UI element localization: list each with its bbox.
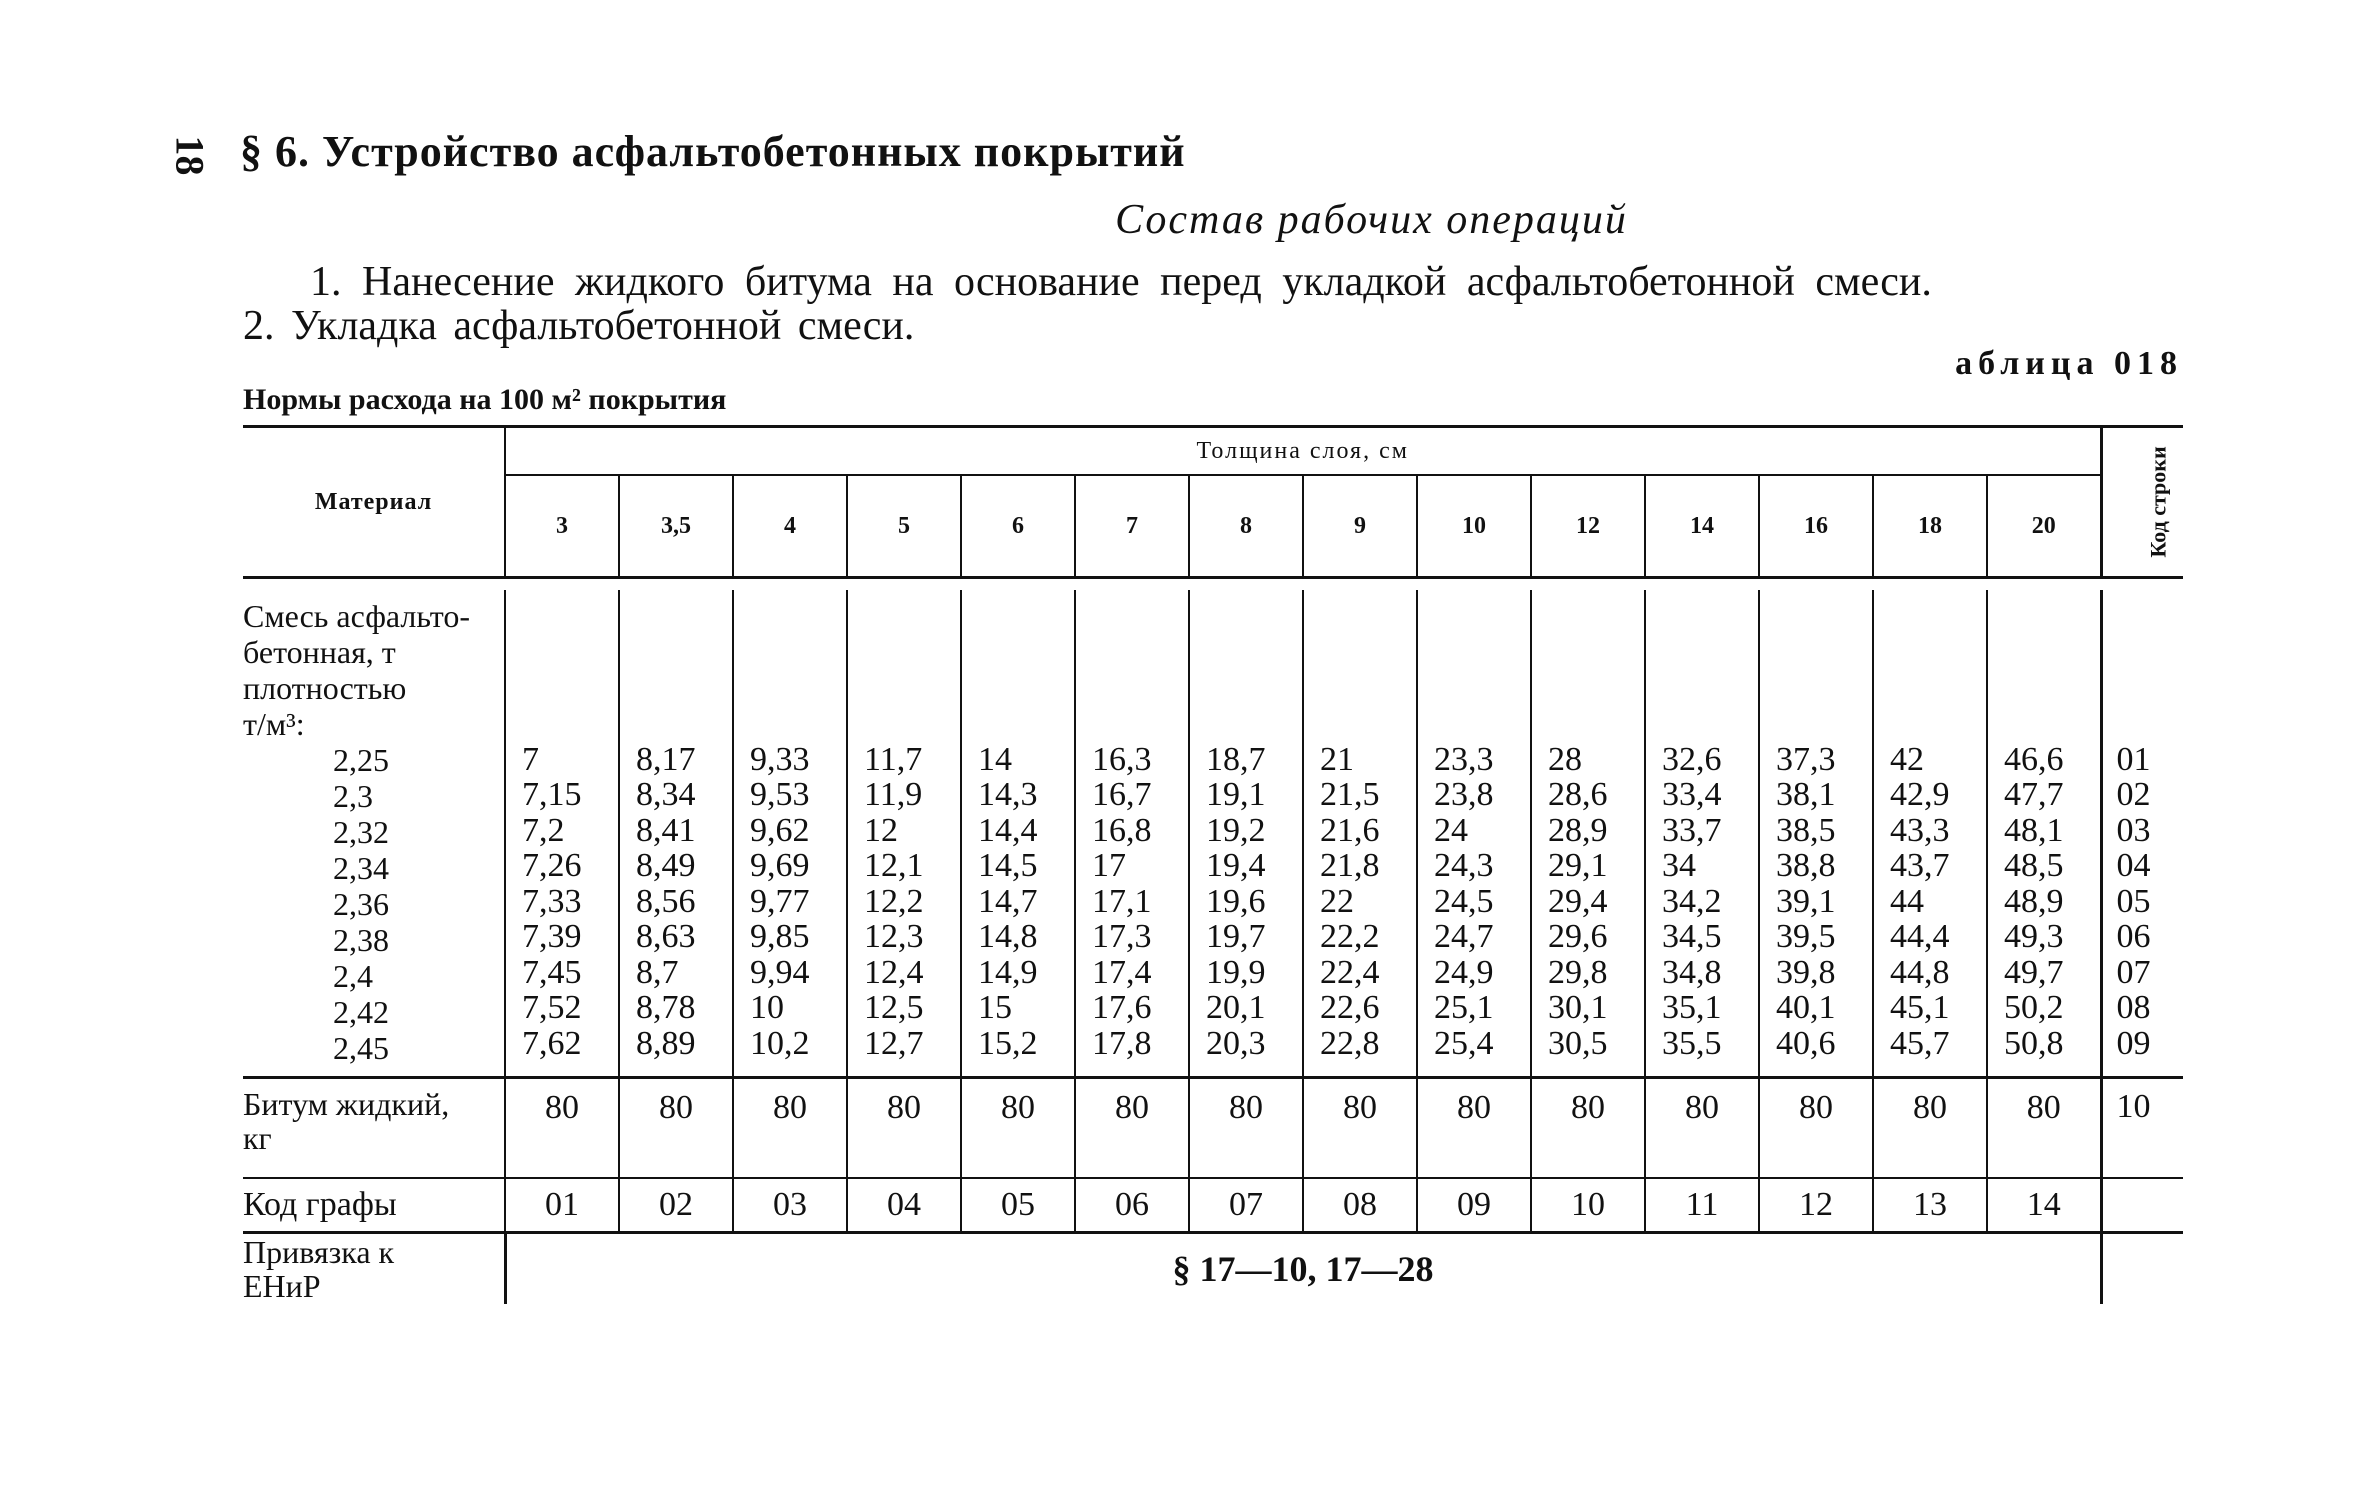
mix-value: 8,56: [636, 882, 696, 920]
mix-value: 21,6: [1320, 811, 1380, 849]
mix-value: 9,85: [750, 918, 810, 955]
mix-value: 18,7: [1206, 740, 1266, 778]
row-code-header-label: Код строки: [2145, 446, 2171, 558]
thickness-column-header: 18: [1873, 475, 1987, 578]
mix-value: 7,52: [522, 989, 582, 1026]
thickness-column-header: 3,5: [619, 475, 733, 578]
mix-value: 12,4: [864, 953, 924, 991]
mix-value: 47,7: [2004, 776, 2064, 813]
mix-value: 28: [1548, 740, 1582, 778]
bitumen-value: 80: [1417, 1077, 1531, 1178]
mix-label-line: плотностью: [243, 669, 407, 706]
mix-value: 16,7: [1092, 776, 1152, 813]
mix-value: 8,17: [636, 740, 696, 778]
column-code-label: Код графы: [243, 1178, 505, 1233]
mix-column-spacer: [1434, 590, 1530, 742]
thickness-column-header: 5: [847, 475, 961, 578]
mix-value: 24: [1434, 811, 1468, 849]
density-value: 2,4: [333, 957, 373, 994]
mix-value: 20,1: [1206, 989, 1266, 1026]
bitumen-value: 80: [619, 1077, 733, 1178]
mix-value: 9,69: [750, 847, 810, 884]
mix-value: 14,4: [978, 811, 1038, 849]
mix-value: 8,7: [636, 953, 679, 991]
row-code: 05: [2116, 882, 2151, 920]
mix-value: 23,3: [1434, 740, 1494, 778]
column-code: 11: [1645, 1178, 1759, 1233]
mix-value: 19,1: [1206, 776, 1266, 813]
column-code: 01: [505, 1178, 619, 1233]
mix-value: 19,2: [1206, 811, 1266, 849]
mix-value: 49,3: [2004, 918, 2064, 955]
mix-value: 14,3: [978, 776, 1038, 813]
mix-value: 8,41: [636, 811, 696, 849]
mix-column-spacer: [1320, 590, 1416, 742]
operation-item-2: 2. Укладка асфальтобетонной смеси.: [243, 303, 915, 349]
mix-value-column: [1417, 590, 1531, 1078]
mix-value: 7,39: [522, 918, 582, 955]
mix-value: 44,8: [1890, 953, 1950, 991]
bitumen-value: 80: [1189, 1077, 1303, 1178]
section-title: § 6. Устройство асфальтобетонных покрытий: [240, 127, 1186, 176]
thickness-column-header: 14: [1645, 475, 1759, 578]
mix-value: 34: [1662, 847, 1696, 884]
mix-value: 25,4: [1434, 1024, 1494, 1062]
mix-value: 24,3: [1434, 847, 1494, 884]
column-code-end-cell: [2101, 1178, 2183, 1233]
norms-table: [243, 425, 2183, 1304]
row-code: 06: [2116, 918, 2151, 955]
mix-value-column: [1303, 590, 1417, 1078]
mix-value: 7,33: [522, 882, 582, 920]
binding-label: [243, 1232, 505, 1304]
mix-value-column: [1759, 590, 1873, 1078]
mix-value: 39,1: [1776, 882, 1836, 920]
mix-value: 15: [978, 989, 1012, 1026]
mix-column-spacer: [1548, 590, 1644, 742]
mix-value: 40,6: [1776, 1024, 1836, 1062]
bitumen-value: 80: [505, 1077, 619, 1178]
thickness-header: Толщина слоя, см: [505, 427, 2101, 476]
mix-value: 48,5: [2004, 847, 2064, 884]
row-code: 04: [2116, 847, 2151, 884]
mix-value: 9,33: [750, 740, 810, 778]
mix-label-line: Смесь асфальто-: [243, 597, 470, 634]
mix-value: 17,6: [1092, 989, 1152, 1026]
mix-value: 37,3: [1776, 740, 1836, 778]
mix-value: 28,6: [1548, 776, 1608, 813]
mix-column-spacer: [1092, 590, 1188, 742]
mix-value: 30,1: [1548, 989, 1608, 1026]
mix-value: 43,3: [1890, 811, 1950, 849]
operations-title: Состав рабочих операций: [1115, 197, 1628, 243]
mix-value: 7,2: [522, 811, 565, 849]
bitumen-label-line: кг: [243, 1119, 272, 1156]
mix-value: 19,9: [1206, 953, 1266, 991]
bitumen-value: 80: [1531, 1077, 1645, 1178]
mix-column-spacer: [864, 590, 960, 742]
mix-value: 45,7: [1890, 1024, 1950, 1062]
mix-label-cell: [243, 590, 505, 1078]
bitumen-label-line: Битум жидкий,: [243, 1085, 450, 1122]
mix-value: 17,3: [1092, 918, 1152, 955]
mix-value: 7,15: [522, 776, 582, 813]
mix-value: 8,63: [636, 918, 696, 955]
mix-value: 9,77: [750, 882, 810, 920]
mix-value-column: [1075, 590, 1189, 1078]
mix-value: 22,2: [1320, 918, 1380, 955]
row-code: 03: [2116, 811, 2151, 849]
thickness-column-header: 9: [1303, 475, 1417, 578]
mix-value: 24,9: [1434, 953, 1494, 991]
density-value: 2,3: [333, 777, 373, 814]
mix-value: 19,7: [1206, 918, 1266, 955]
mix-value: 30,5: [1548, 1024, 1608, 1062]
mix-value: 17,1: [1092, 882, 1152, 920]
bitumen-value: 80: [733, 1077, 847, 1178]
mix-value: 7,62: [522, 1024, 582, 1062]
mix-value: 44: [1890, 882, 1924, 920]
mix-value: 22,8: [1320, 1024, 1380, 1062]
mix-value: 14: [978, 740, 1012, 778]
mix-value: 35,5: [1662, 1024, 1722, 1062]
mix-value: 10,2: [750, 1024, 810, 1062]
row-code-spacer: [2117, 590, 2184, 742]
mix-value: 39,5: [1776, 918, 1836, 955]
mix-value: 49,7: [2004, 953, 2064, 991]
mix-value: 38,1: [1776, 776, 1836, 813]
mix-value: 24,7: [1434, 918, 1494, 955]
mix-value: 34,2: [1662, 882, 1722, 920]
row-code: 01: [2116, 740, 2151, 778]
mix-value: 15,2: [978, 1024, 1038, 1062]
column-code: 07: [1189, 1178, 1303, 1233]
mix-value: 42: [1890, 740, 1924, 778]
mix-value: 7: [522, 740, 539, 778]
mix-value: 21: [1320, 740, 1354, 778]
column-code: 02: [619, 1178, 733, 1233]
mix-value: 22,4: [1320, 953, 1380, 991]
mix-value: 25,1: [1434, 989, 1494, 1026]
binding-reference: § 17—10, 17—28: [505, 1232, 2101, 1304]
mix-value: 42,9: [1890, 776, 1950, 813]
mix-label-line: бетонная, т: [243, 633, 396, 670]
mix-value-column: [1873, 590, 1987, 1078]
mix-value: 28,9: [1548, 811, 1608, 849]
mix-value: 29,8: [1548, 953, 1608, 991]
mix-column-spacer: [1776, 590, 1872, 742]
thickness-column-header: 8: [1189, 475, 1303, 578]
mix-value: 33,4: [1662, 776, 1722, 813]
mix-value: 48,9: [2004, 882, 2064, 920]
mix-value: 29,6: [1548, 918, 1608, 955]
mix-value-column: [1987, 590, 2101, 1078]
column-code: 14: [1987, 1178, 2101, 1233]
bitumen-value: 80: [847, 1077, 961, 1178]
mix-column-spacer: [750, 590, 846, 742]
mix-column-spacer: [636, 590, 732, 742]
row-code: 09: [2116, 1024, 2151, 1062]
row-code: 02: [2116, 776, 2151, 813]
thickness-column-header: 3: [505, 475, 619, 578]
mix-value-column: [505, 590, 619, 1078]
mix-column-spacer: [1890, 590, 1986, 742]
bitumen-value: 80: [1645, 1077, 1759, 1178]
mix-value: 45,1: [1890, 989, 1950, 1026]
mix-value-column: [1189, 590, 1303, 1078]
mix-value-column: [733, 590, 847, 1078]
mix-value: 34,5: [1662, 918, 1722, 955]
mix-value: 33,7: [1662, 811, 1722, 849]
mix-value: 12,2: [864, 882, 924, 920]
mix-value: 39,8: [1776, 953, 1836, 991]
mix-value: 21,5: [1320, 776, 1380, 813]
density-value: 2,36: [333, 885, 389, 922]
row-code: 07: [2116, 953, 2151, 991]
mix-value: 48,1: [2004, 811, 2064, 849]
density-value: 2,38: [333, 921, 389, 958]
mix-value-column: [961, 590, 1075, 1078]
mix-value: 50,8: [2004, 1024, 2064, 1062]
column-code: 12: [1759, 1178, 1873, 1233]
mix-value: 14,7: [978, 882, 1038, 920]
mix-value: 9,53: [750, 776, 810, 813]
mix-value: 22,6: [1320, 989, 1380, 1026]
mix-value: 46,6: [2004, 740, 2064, 778]
density-value: 2,45: [333, 1029, 389, 1066]
mix-value: 11,7: [864, 740, 923, 778]
mix-value: 8,78: [636, 989, 696, 1026]
bitumen-row-code: 10: [2101, 1077, 2183, 1178]
column-code: 03: [733, 1178, 847, 1233]
column-code: 13: [1873, 1178, 1987, 1233]
norms-caption: Нормы расхода на 100 м² покрытия: [243, 383, 727, 416]
column-code: 08: [1303, 1178, 1417, 1233]
mix-value-column: [1645, 590, 1759, 1078]
row-code-header: [2101, 427, 2183, 578]
bitumen-value: 80: [1075, 1077, 1189, 1178]
density-value: 2,32: [333, 813, 389, 850]
mix-value: 8,34: [636, 776, 696, 813]
table-number: аблица 018: [1955, 345, 2183, 382]
mix-value: 34,8: [1662, 953, 1722, 991]
mix-value: 10: [750, 989, 784, 1026]
column-code: 04: [847, 1178, 961, 1233]
mix-value: 9,94: [750, 953, 810, 991]
mix-value: 19,4: [1206, 847, 1266, 884]
column-code: 09: [1417, 1178, 1531, 1233]
mix-value: 22: [1320, 882, 1354, 920]
thickness-column-header: 4: [733, 475, 847, 578]
mix-value: 16,8: [1092, 811, 1152, 849]
thickness-column-header: 12: [1531, 475, 1645, 578]
mix-value: 8,89: [636, 1024, 696, 1062]
mix-row-codes: [2101, 590, 2183, 1078]
mix-value: 23,8: [1434, 776, 1494, 813]
mix-column-spacer: [978, 590, 1074, 742]
mix-value: 8,49: [636, 847, 696, 884]
mix-value: 32,6: [1662, 740, 1722, 778]
mix-value-column: [1531, 590, 1645, 1078]
page-number: 18: [167, 135, 213, 176]
binding-label-line-2: ЕНиР: [243, 1267, 321, 1304]
mix-value: 12,7: [864, 1024, 924, 1062]
material-header: Материал: [243, 427, 505, 578]
row-code: 08: [2116, 989, 2151, 1026]
mix-value: 29,4: [1548, 882, 1608, 920]
thickness-column-header: 16: [1759, 475, 1873, 578]
column-code: 06: [1075, 1178, 1189, 1233]
mix-column-spacer: [1206, 590, 1302, 742]
density-value: 2,25: [333, 741, 389, 778]
mix-value: 29,1: [1548, 847, 1608, 884]
mix-value: 38,5: [1776, 811, 1836, 849]
mix-value: 17,4: [1092, 953, 1152, 991]
mix-value: 9,62: [750, 811, 810, 849]
bitumen-label-cell: [243, 1077, 505, 1178]
density-value: 2,34: [333, 849, 389, 886]
mix-value-column: [619, 590, 733, 1078]
thickness-column-header: 10: [1417, 475, 1531, 578]
thickness-column-header: 20: [1987, 475, 2101, 578]
mix-value: 40,1: [1776, 989, 1836, 1026]
binding-end-cell: [2101, 1232, 2183, 1304]
thickness-column-header: 7: [1075, 475, 1189, 578]
mix-value: 12,5: [864, 989, 924, 1026]
bitumen-value: 80: [1303, 1077, 1417, 1178]
column-code: 05: [961, 1178, 1075, 1233]
mix-value: 44,4: [1890, 918, 1950, 955]
mix-column-spacer: [2004, 590, 2100, 742]
binding-label-line-1: Привязка к: [243, 1233, 395, 1270]
mix-value: 12,1: [864, 847, 924, 884]
mix-value: 16,3: [1092, 740, 1152, 778]
mix-value: 17,8: [1092, 1024, 1152, 1062]
mix-value: 14,9: [978, 953, 1038, 991]
mix-value-column: [847, 590, 961, 1078]
mix-value: 12,3: [864, 918, 924, 955]
bitumen-value: 80: [1759, 1077, 1873, 1178]
bitumen-value: 80: [961, 1077, 1075, 1178]
mix-value: 24,5: [1434, 882, 1494, 920]
mix-value: 7,45: [522, 953, 582, 991]
mix-label-line: т/м³:: [243, 705, 305, 742]
mix-value: 38,8: [1776, 847, 1836, 884]
mix-value: 17: [1092, 847, 1126, 884]
operation-item-1: 1. Нанесение жидкого битума на основание перед укладкой асфальтобетонной смеси.: [310, 259, 1932, 305]
bitumen-value: 80: [1873, 1077, 1987, 1178]
column-code: 10: [1531, 1178, 1645, 1233]
mix-value: 43,7: [1890, 847, 1950, 884]
mix-value: 35,1: [1662, 989, 1722, 1026]
bitumen-value: 80: [1987, 1077, 2101, 1178]
density-value: 2,42: [333, 993, 389, 1030]
mix-value: 14,8: [978, 918, 1038, 955]
mix-column-spacer: [1662, 590, 1758, 742]
mix-value: 11,9: [864, 776, 923, 813]
mix-value: 7,26: [522, 847, 582, 884]
mix-value: 12: [864, 811, 898, 849]
mix-value: 20,3: [1206, 1024, 1266, 1062]
mix-value: 14,5: [978, 847, 1038, 884]
mix-column-spacer: [522, 590, 618, 742]
mix-value: 50,2: [2004, 989, 2064, 1026]
mix-value: 21,8: [1320, 847, 1380, 884]
thickness-column-header: 6: [961, 475, 1075, 578]
mix-value: 19,6: [1206, 882, 1266, 920]
